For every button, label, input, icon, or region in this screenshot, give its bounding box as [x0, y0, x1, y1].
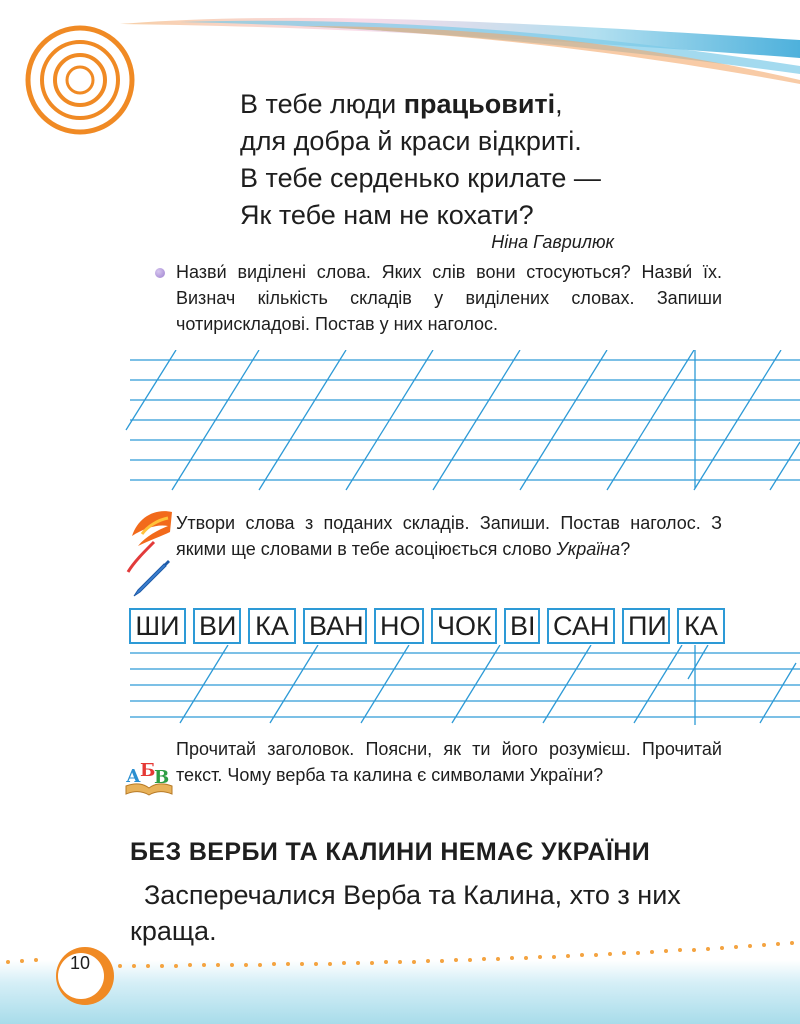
poem-line-4: Як тебе нам не кохати?	[240, 200, 534, 230]
task-3-instructions: Прочитай заголовок. Поясни, як ти його розумієш. Прочитай текст. Чому верба та калина є символами України?	[176, 739, 722, 785]
poem-line-2: для добра й краси відкриті.	[240, 126, 582, 156]
syllable-card: КА	[677, 608, 725, 644]
poem-line-3: В тебе серденько крилате —	[240, 163, 601, 193]
spiral-icon	[28, 28, 132, 132]
feather-pen-icon	[124, 506, 174, 600]
syllable-card: ВАН	[303, 608, 367, 644]
syllable-card: ЧОК	[431, 608, 497, 644]
syllable-card: ПИ	[622, 608, 670, 644]
syllable-card: ВИ	[193, 608, 241, 644]
svg-text:Б: Б	[140, 760, 156, 781]
task-2-instructions: Утвори слова з поданих складів. Запиши. Постав наголос. З якими ще словами в тебе асоціюється слово Україна?	[176, 513, 722, 559]
story-heading: БЕЗ ВЕРБИ ТА КАЛИНИ НЕМАЄ УКРАЇНИ	[130, 838, 651, 866]
page-number: 10	[69, 953, 91, 973]
svg-text:В: В	[154, 767, 170, 788]
story-paragraph: Засперечалися Верба та Калина, хто з них краща.	[130, 880, 681, 946]
task-1-instructions: Назви́ виділені слова. Яких слів вони стосуються? Назви́ їх. Визнач кількість складів у виділених словах. Запиши чотирискладові. Постав у них наголос.	[176, 262, 722, 334]
svg-text:А: А	[126, 766, 141, 787]
syllable-card: ВІ	[504, 608, 540, 644]
syllable-card: НО	[374, 608, 424, 644]
highlighted-word: працьовиті	[403, 89, 556, 119]
poem-author: Ніна Гаврилюк	[491, 232, 614, 252]
syllable-card: ШИ	[129, 608, 186, 644]
dotted-line	[0, 938, 800, 978]
writing-grid-1	[0, 350, 800, 500]
poem	[240, 86, 601, 234]
poem-line-1: В тебе люди працьовиті,	[240, 89, 563, 119]
book-abc-icon	[124, 756, 174, 796]
syllable-card: КА	[248, 608, 296, 644]
syllable-cards	[129, 608, 725, 644]
syllable-card: САН	[547, 608, 615, 644]
writing-grid-2	[0, 645, 800, 730]
bullet-dot-icon	[155, 268, 165, 278]
